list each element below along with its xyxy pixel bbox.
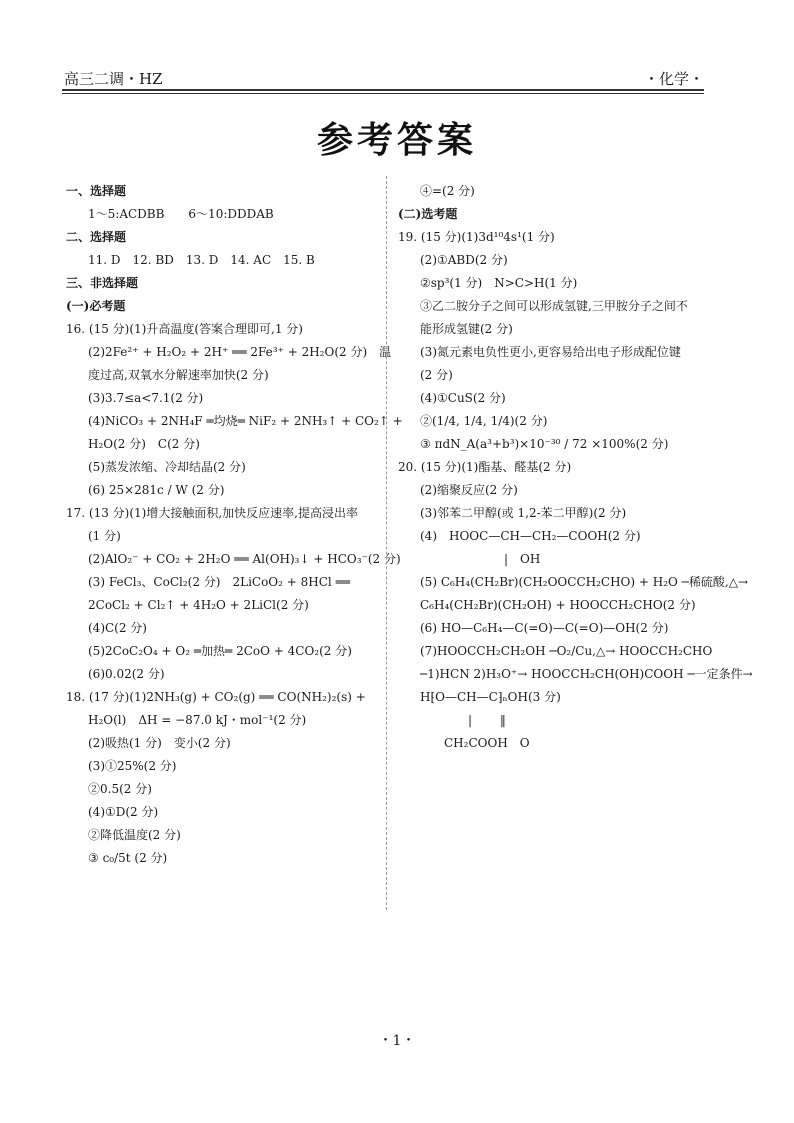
answer-line: ③乙二胺分子之间可以形成氢键,三甲胺分子之间不 [420,299,688,313]
answer-line: (4)C(2 分) [88,621,147,635]
answer-line: (7)HOOCCH₂CH₂OH ─O₂/Cu,△→ HOOCCH₂CHO [420,644,713,658]
answer-line: 18. (17 分)(1)2NH₃(g) + CO₂(g) ══ CO(NH₂)₂(s) + [66,690,366,704]
column-divider [386,176,387,910]
answer-line: (6) HO—C₆H₄—C(=O)—C(=O)—OH(2 分) [420,621,669,635]
answer-line: (2)①ABD(2 分) [420,253,508,267]
answer-line: (6)0.02(2 分) [88,667,165,681]
answer-line: (4) HOOC—CH—CH₂—COOH(2 分) [420,529,641,543]
answer-line: | OH [420,552,541,566]
answer-line: 三、非选择题 [66,276,139,290]
answer-line: (5)2CoC₂O₄ + O₂ ═加热═ 2CoO + 4CO₂(2 分) [88,644,352,658]
answer-line: 16. (15 分)(1)升高温度(答案合理即可,1 分) [66,322,303,336]
header-rule-thin [62,93,704,94]
answer-line: ②0.5(2 分) [88,782,152,796]
answer-line: (二)选考题 [398,207,458,221]
answer-line: 度过高,双氧水分解速率加快(2 分) [88,368,269,382]
answer-line: 2CoCl₂ + Cl₂↑ + 4H₂O + 2LiCl(2 分) [88,598,309,612]
answer-line: CH₂COOH O [420,736,530,750]
right-column [398,180,753,755]
answer-line: 11. D 12. BD 13. D 14. AC 15. B [88,253,315,267]
left-column [66,180,403,870]
answer-line: ②降低温度(2 分) [88,828,181,842]
answer-line: (3)①25%(2 分) [88,759,177,773]
answer-line: (4)①D(2 分) [88,805,159,819]
answer-line: 一、选择题 [66,184,127,198]
answer-line: (2)2Fe²⁺ + H₂O₂ + 2H⁺ ══ 2Fe³⁺ + 2H₂O(2 分) 温 [88,345,392,359]
answer-line: ─1)HCN 2)H₃O⁺→ HOOCCH₂CH(OH)COOH ─一定条件→ [420,667,753,681]
answer-line: (2)AlO₂⁻ + CO₂ + 2H₂O ══ Al(OH)₃↓ + HCO₃⁻(2 分) [88,552,401,566]
answer-line: ③ c₀/5t (2 分) [88,851,168,865]
answer-line: (5)蒸发浓缩、冷却结晶(2 分) [88,460,246,474]
answer-line: C₆H₄(CH₂Br)(CH₂OH) + HOOCCH₂CHO(2 分) [420,598,696,612]
answer-line: H₂O(2 分) C(2 分) [88,437,200,451]
answer-line: 19. (15 分)(1)3d¹⁰4s¹(1 分) [398,230,555,244]
answer-line: 17. (13 分)(1)增大接触面积,加快反应速率,提高浸出率 [66,506,358,520]
answer-line: 20. (15 分)(1)酯基、醛基(2 分) [398,460,572,474]
answer-line: 1～5:ACDBB 6～10:DDDAB [88,207,274,221]
answer-line: (3) FeCl₃、CoCl₂(2 分) 2LiCoO₂ + 8HCl ══ [88,575,351,589]
answer-line: (3)3.7≤a<7.1(2 分) [88,391,204,405]
answer-line: (6) 25×281c / W (2 分) [88,483,225,497]
header-rule [62,89,704,91]
answer-line: 二、选择题 [66,230,127,244]
answer-line: (4)①CuS(2 分) [420,391,506,405]
answer-line: (2 分) [420,368,453,382]
answer-line: (一)必考题 [66,299,126,313]
page-number: ・1・ [378,1033,416,1049]
page-title: 参考答案 [316,120,477,161]
answer-line: ③ πdN_A(a³+b³)×10⁻³⁰ / 72 ×100%(2 分) [420,437,669,451]
answer-line: | ‖ [420,713,506,727]
header-left: 高三二调・HZ [64,70,163,88]
answer-line: ②sp³(1 分) N>C>H(1 分) [420,276,578,290]
answer-line: (4)NiCO₃ + 2NH₄F ═均烧═ NiF₂ + 2NH₃↑ + CO₂↑ + [88,414,403,428]
answer-line: (3)氮元素电负性更小,更容易给出电子形成配位键 [420,345,681,359]
answer-line: ②(1/4, 1/4, 1/4)(2 分) [420,414,548,428]
answer-line: (5) C₆H₄(CH₂Br)(CH₂OOCCH₂CHO) + H₂O ─稀硫酸,△→ [420,575,749,589]
answer-line: (2)吸热(1 分) 变小(2 分) [88,736,231,750]
answer-line: ④=(2 分) [420,184,475,198]
answer-line: (1 分) [88,529,121,543]
answer-line: H⁅O—CH—C⁆ₙOH(3 分) [420,690,561,704]
answer-line: 能形成氢键(2 分) [420,322,513,336]
answer-line: (3)邻苯二甲醇(或 1,2-苯二甲醇)(2 分) [420,506,627,520]
answer-line: H₂O(l) ΔH = −87.0 kJ・mol⁻¹(2 分) [88,713,307,727]
header-right: ・化学・ [643,70,704,88]
answer-line: (2)缩聚反应(2 分) [420,483,518,497]
